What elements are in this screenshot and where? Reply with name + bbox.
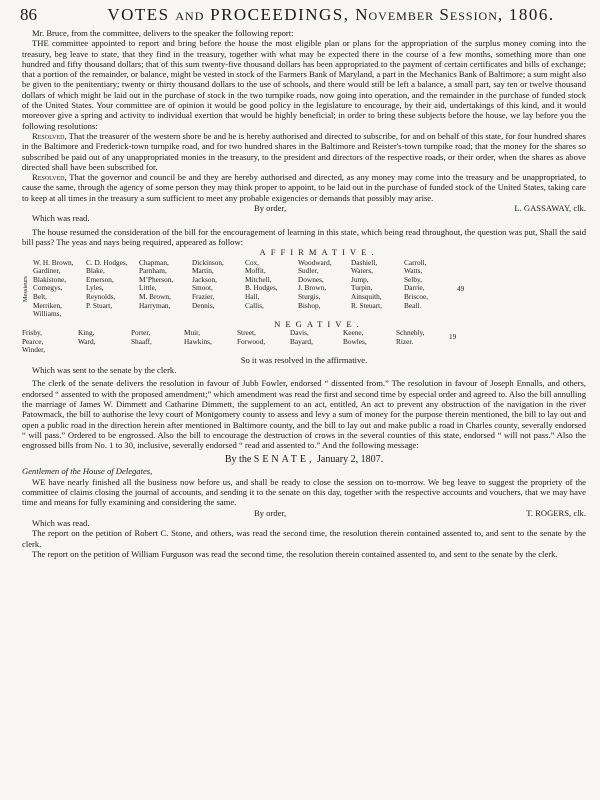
running-title: [80, 4, 582, 26]
member-name: Shaaff,: [131, 336, 152, 346]
paragraph-bill-learning: The house resumed the consideration of the bill for the encouragement of learning in this state, which being read throughout, the question was put, Shall the said bill pass? The yeas and nays being required, appeared as follow:: [22, 226, 586, 247]
member-name: C. D. Hodges,: [86, 257, 128, 267]
resolved-lead: Resolved,: [32, 130, 67, 141]
title-votes: VOTES: [107, 5, 170, 24]
member-name: Callis,: [245, 300, 264, 310]
vote-column: [192, 259, 245, 319]
affirmative-heading: AFFIRMATIVE.: [259, 247, 379, 258]
vote-column: [396, 329, 449, 355]
signature-block: [22, 203, 586, 213]
clerk-signature: L. GASSAWAY, clk.: [514, 203, 586, 214]
member-name: Turpin,: [351, 283, 373, 293]
member-name: Gardiner,: [33, 266, 61, 276]
paragraph-intro: Mr. Bruce, from the committee, delivers to the speaker the following report:: [32, 28, 294, 38]
member-name: Dickinson,: [192, 257, 224, 267]
member-name: Blakistone,: [33, 274, 67, 284]
page-body: [22, 28, 586, 559]
member-name: Reynolds,: [86, 291, 116, 301]
affirmative-votes: [22, 259, 586, 319]
member-name: Schnebly,: [396, 327, 425, 337]
member-name: Rizer.: [396, 336, 414, 346]
member-name: Muir,: [184, 327, 201, 337]
paragraph-resolution-2: [22, 172, 586, 203]
member-name: Comegys,: [33, 283, 63, 293]
by-order: By order,: [254, 507, 287, 518]
member-name: Downes,: [298, 274, 324, 284]
vote-column: [351, 259, 404, 319]
member-name: King,: [78, 327, 95, 337]
member-name: Selby,: [404, 274, 422, 284]
member-name: Sudler,: [298, 266, 319, 276]
resolved-lead: Resolved,: [32, 172, 67, 183]
member-name: Bayard,: [290, 336, 313, 346]
resolution-2-text: That the governor and council be and they are hereby authorised and directed, as any money may come into the treasury and be unappropriated, to cause the same, through the agency of some person they may think proper to appoint, to be laid out in the purchase of funded stock of the United States, taking care to keep at all times in the treasury a sum sufficient to meet any probable exigencies or demands that possibly may arise.: [22, 172, 586, 203]
paragraph-furguson-petition: The report on the petition of William Furguson was read the second time, the resolution therein contained assented to, and sent to the senate by the clerk.: [32, 548, 558, 559]
member-name: Pearce,: [22, 336, 44, 346]
which-was-read: Which was read.: [32, 517, 90, 528]
member-name: Moffit,: [245, 266, 266, 276]
vote-column: [245, 259, 298, 319]
paragraph-senate-clerk: The clerk of the senate delivers the resolution in favour of Jubb Fowler, endorsed “ dissented from.” The resolution in favour of Joseph Ennalls, and others, endorsed “ assented to with the proposed amendment;” which amendment was read the first and second time by especial order and agreed to. Also the bill annulling the marriage of James W. Dimmett and Catharine Dimmett, the supplement to an act, entitled, An act to prevent any obstruction of the navigation in the river Patowmack, the bill to authorise the levy court of Montgomery county to assess and levy a sum of money for the purpose therein mentioned, the bill to lay out and open a public road in the direction herein after mentioned in Baltimore county, and the bill to lay out and make public a road in Charles county, severally endorsed “ will pass.” Ordered to be engrossed. Also the bill to encourage the destruction of crows in the several counties of this state, endorsed “ will not pass.” Also the engrossed bills from No. 1 to 30, inclusive, severally endorsed “ read and assented to.” And the following message:: [22, 378, 586, 451]
member-name: W. H. Brown,: [33, 257, 74, 267]
vote-column: [131, 329, 184, 355]
vote-column: [78, 329, 131, 355]
member-name: Cox,: [245, 257, 259, 267]
vote-column: [404, 259, 457, 319]
affirmative-count: 49: [457, 283, 465, 293]
member-name: Williams,: [33, 309, 62, 319]
member-name: P. Stuart,: [86, 300, 113, 310]
resolution-1-text: That the treasurer of the western shore be and he is hereby authorised and directed to subscribe, for and on behalf of this state, for four hundred shares in the Baltimore and Frederick-town turnpike road, and for two hundred shares in the Baltimore and Reister's-town turnpike road; that the money for the shares so subscribed be paid out of any unappropriated monies in the treasury, to the president and directors of the respective roads, or their order, when the shares as above directed shall have been subscribed for.: [22, 130, 586, 172]
negative-count: 19: [449, 331, 457, 341]
member-name: Forwood,: [237, 336, 266, 346]
vote-column: [86, 259, 139, 319]
vote-column: [22, 329, 78, 355]
title-proceedings: PROCEEDINGS,: [210, 5, 350, 24]
member-name: Street,: [237, 327, 256, 337]
member-name: Sturgis,: [298, 291, 321, 301]
member-name: J. Brown,: [298, 283, 327, 293]
member-name: B. Hodges,: [245, 283, 278, 293]
member-name: Ainsquith,: [351, 291, 382, 301]
title-and: and: [175, 5, 205, 24]
title-year: 1806.: [508, 5, 555, 24]
senate-heading: By the SENATE, January 2, 1807.: [224, 454, 384, 466]
member-name: Carroll,: [404, 257, 427, 267]
member-name: Beall.: [404, 300, 422, 310]
signature-block: [22, 508, 586, 518]
vote-column: [237, 329, 290, 355]
member-name: Bowles,: [343, 336, 367, 346]
negative-votes: [22, 329, 586, 355]
paragraph-resolution-1: [22, 131, 586, 172]
which-was-read: Which was read.: [32, 213, 90, 224]
member-name: Watts,: [404, 266, 423, 276]
member-name: Smoot,: [192, 283, 213, 293]
vote-column: [184, 329, 237, 355]
member-name: Mitchell,: [245, 274, 272, 284]
vote-column: [343, 329, 396, 355]
member-name: Porter,: [131, 327, 151, 337]
paragraph-stone-petition: The report on the petition of Robert C. Stone, and others, was read the second time, the resolution therein contained assented to, and sent to the senate by the clerk.: [22, 528, 586, 549]
member-name: Belt,: [33, 291, 47, 301]
member-name: Hall,: [245, 291, 260, 301]
member-name: Woodward,: [298, 257, 332, 267]
messieurs-label: Messieurs: [22, 275, 29, 302]
member-name: M. Brown,: [139, 291, 171, 301]
member-name: Darrie,: [404, 283, 425, 293]
member-name: Bishop,: [298, 300, 321, 310]
member-name: Frisby,: [22, 327, 43, 337]
resolved-affirmative: So it was resolved in the affirmative.: [240, 354, 368, 365]
by-order: By order,: [254, 203, 287, 214]
clerk-signature: T. ROGERS, clk.: [526, 507, 586, 518]
member-name: Keene,: [343, 327, 364, 337]
member-name: Parnham,: [139, 266, 167, 276]
member-name: Chapman,: [139, 257, 169, 267]
member-name: Blake,: [86, 266, 105, 276]
member-name: Little,: [139, 283, 157, 293]
salutation: Gentlemen of the House of Delegates,: [22, 466, 153, 477]
member-name: Emerson,: [86, 274, 114, 284]
member-name: Frazier,: [192, 291, 215, 301]
negative-heading: NEGATIVE.: [274, 318, 364, 329]
member-name: R. Steuart,: [351, 300, 383, 310]
member-name: Waters,: [351, 266, 373, 276]
vote-column: [298, 259, 351, 319]
page-number: 86: [20, 5, 37, 24]
member-name: Martin,: [192, 266, 214, 276]
title-session: November Session,: [355, 5, 504, 24]
member-name: Jackson,: [192, 274, 217, 284]
member-name: Winder,: [22, 345, 46, 355]
vote-column: [139, 259, 192, 319]
member-name: Harryman,: [139, 300, 171, 310]
member-name: Briscoe,: [404, 291, 429, 301]
paragraph-senate-message: WE have nearly finished all the business now before us, and shall be ready to close the session on to-morrow. We beg leave to suggest the propriety of the committee of claims closing the journal of accounts, and sending it to the senate on this day, together with the respective accounts and vouchers, that we may have time and means for fully examining and considering the same.: [22, 476, 586, 508]
member-name: Lyles,: [86, 283, 104, 293]
vote-column: [290, 329, 343, 355]
paragraph-committee-report: THE committee appointed to report and bring before the house the most eligible plan or plans for the appropriation of the surplus money coming into the treasury, beg leave to state, that they find in the treasury, together with what may be expected there in the course of a few months, something more than one hundred and fifty thousand dollars; that of this sum twenty-five thousand dollars has been appropriated to the payment of certain certificates and bills of exchange; that a portion of the remainder, or balance, might be vested in stock of the Farmers Bank of Maryland, a part in the Mechanics Bank of Baltimore; a sum might also be given to the penitentiary; twenty or thirty thousand dollars to the use of schools, and there would still be left a balance, a small part, say ten or twelve thousand dollars of which might be laid out in the purchase of stock in the two turnpike roads, now going into operation, and the remainder in the purchase of funded stock of the United States. Your committee are of opinion it would be good policy in the legislature to encourage, by their aid, undertakings of this kind, and it would moreover give a spring and activity to individual exertion that would be highly beneficial; in order to bring these subjects before the house, we lay before you the following resolutions:: [22, 38, 586, 131]
member-name: Dashiell,: [351, 257, 378, 267]
member-name: Ward,: [78, 336, 96, 346]
member-name: Merriken,: [33, 300, 62, 310]
vote-column: [33, 259, 86, 319]
member-name: M’Pherson,: [139, 274, 174, 284]
member-name: Davis,: [290, 327, 309, 337]
member-name: Dennis,: [192, 300, 215, 310]
sent-to-senate: Which was sent to the senate by the clerk.: [32, 365, 177, 376]
member-name: Jump,: [351, 274, 369, 284]
member-name: Hawkins,: [184, 336, 212, 346]
